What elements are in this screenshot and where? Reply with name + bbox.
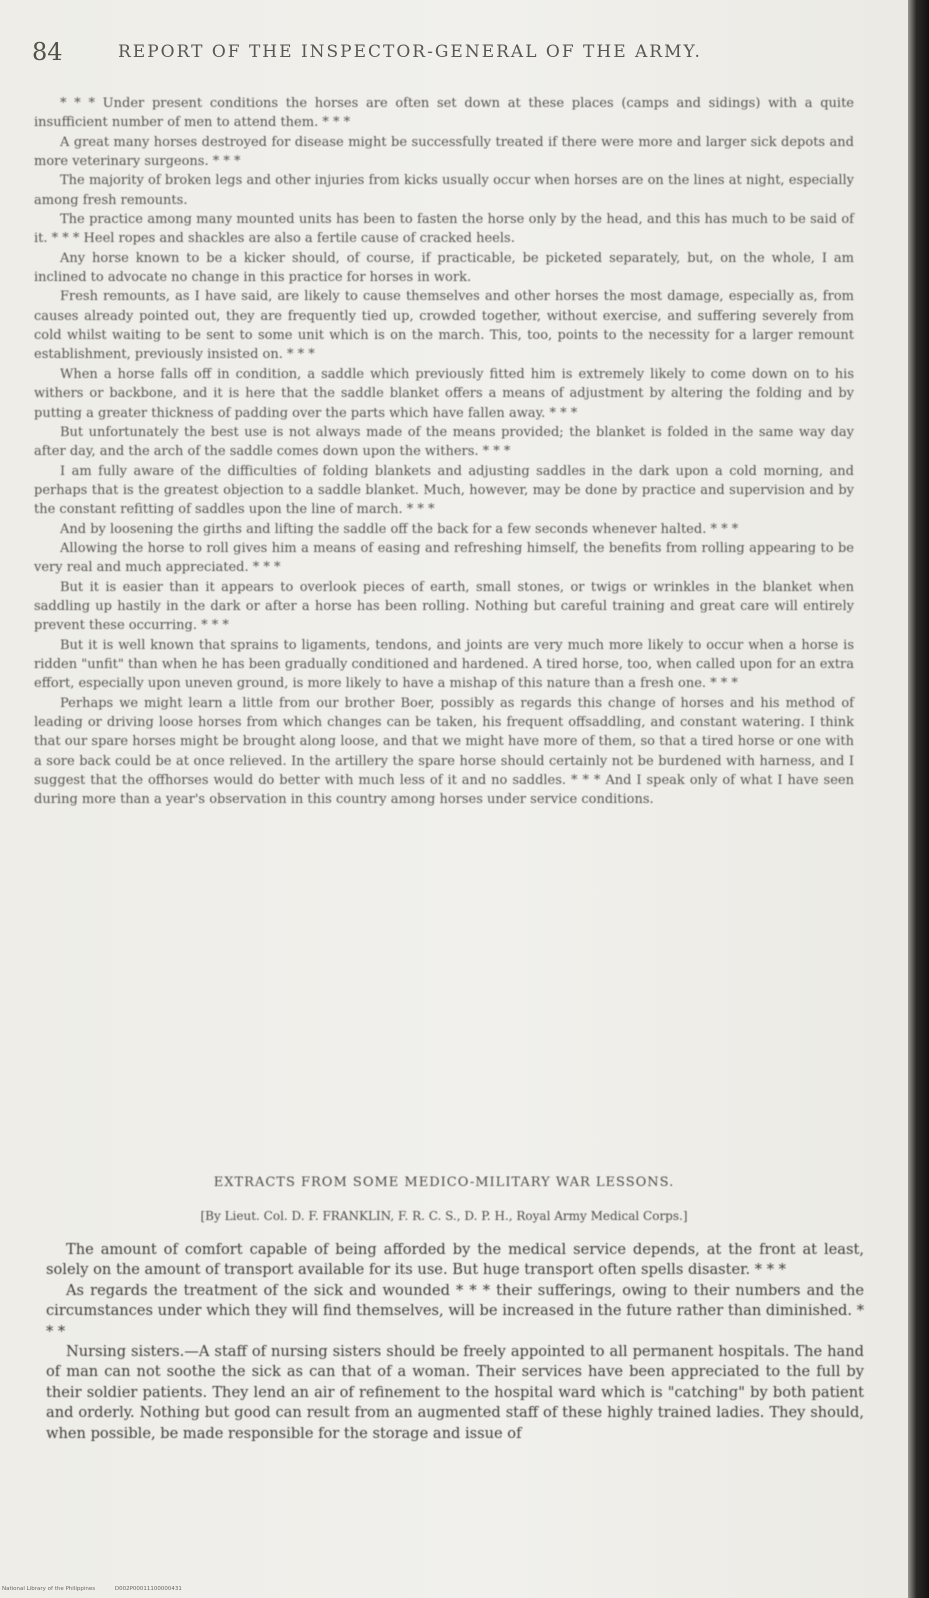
- body-paragraph: But it is well known that sprains to ligaments, tendons, and joints are very much more likely to occur when a horse is ridden "unfit" than when he has been gradually conditioned and hardened. A tired horse, too, when called upon for an extra effort, especially upon uneven ground, is more likely to have a mishap of this nature than a fresh one. * * *: [34, 637, 854, 692]
- section-paragraph: As regards the treatment of the sick and wounded * * * their sufferings, owing to their numbers and the circumstances under which they will find themselves, will be increased in the future rather than diminished. * * *: [46, 1281, 864, 1340]
- scan-footer: [2, 1586, 262, 1598]
- body-paragraph: Perhaps we might learn a little from our brother Boer, possibly as regards this change of horses and his method of leading or driving loose horses from which changes can be taken, his frequent offsaddling, and constant watering. I think that our spare horses might be brought along loose, and that we might have more of them, so that a tired horse or one with a sore back could be at once relieved. In the artillery the spare horse should certainly not be burdened with harness, and I suggest that the offhorses would do better with much less of it and no saddles. * * * And I speak only of what I have seen during more than a year's observation in this country among horses under service conditions.: [34, 695, 854, 808]
- section-byline: [By Lieut. Col. D. F. FRANKLIN, F. R. C. S., D. P. H., Royal Army Medical Corps.]: [200, 1209, 688, 1223]
- body-paragraph: But it is easier than it appears to overlook pieces of earth, small stones, or twigs or wrinkles in the blanket when saddling up hastily in the dark or after a horse has been rolling. Nothing but careful training and great care will entirely prevent these occurring. * * *: [34, 579, 854, 634]
- section-paragraph: Nursing sisters.—A staff of nursing sisters should be freely appointed to all permanent hospitals. The hand of man can not soothe the sick as can that of a woman. Their services have been appreciated to the full by their soldier patients. They lend an air of refinement to the hospital ward which is "catching" by both patient and orderly. Nothing but good can result from an augmented staff of these highly trained ladies. They should, when possible, be made responsible for the storage and issue of: [46, 1343, 864, 1442]
- report-body: [34, 94, 854, 810]
- body-paragraph: A great many horses destroyed for disease might be successfully treated if there were more and larger sick depots and more veterinary surgeons. * * *: [34, 134, 854, 170]
- library-credit: National Library of the Philippines: [2, 1586, 96, 1592]
- body-paragraph: And by loosening the girths and lifting the saddle off the back for a few seconds whenever halted. * * *: [60, 521, 739, 537]
- section-title: EXTRACTS FROM SOME MEDICO-MILITARY WAR LESSONS.: [213, 1175, 675, 1190]
- body-paragraph: When a horse falls off in condition, a saddle which previously fitted him is extremely likely to come down on to his withers or backbone, and it is here that the saddle blanket offers a means of adjustment by altering the folding and by putting a greater thickness of padding over the parts which have fallen away. * * *: [34, 366, 854, 421]
- page-header: [32, 38, 862, 72]
- body-paragraph: Allowing the horse to roll gives him a means of easing and refreshing himself, the benefits from rolling appearing to be very real and much appreciated. * * *: [34, 540, 854, 576]
- body-paragraph: Any horse known to be a kicker should, of course, if practicable, be picketed separately, but, on the whole, I am inclined to advocate no change in this practice for horses in work.: [34, 250, 854, 286]
- body-paragraph: But unfortunately the best use is not always made of the means provided; the blanket is folded in the same way day after day, and the arch of the saddle comes down upon the withers. * * *: [34, 424, 854, 460]
- scan-code: D002P00011100000431: [114, 1586, 182, 1592]
- book-spine-edge: [908, 0, 929, 1598]
- running-head: REPORT OF THE INSPECTOR-GENERAL OF THE ARMY.: [118, 42, 702, 62]
- body-paragraph: Fresh remounts, as I have said, are likely to cause themselves and other horses the most damage, especially as, from causes already pointed out, they are frequently tied up, crowded together, without exercise, and suffering severely from cold whilst waiting to be sent to some unit which is on the march. This, too, points to the necessity for a larger remount establishment, previously insisted on. * * *: [34, 289, 854, 363]
- section-paragraph: The amount of comfort capable of being afforded by the medical service depends, at the front at least, solely on the amount of transport available for its use. But huge transport often spells disaster. * * *: [46, 1241, 864, 1279]
- section-body: [46, 1240, 864, 1444]
- page-number: 84: [32, 38, 63, 66]
- body-paragraph: The majority of broken legs and other injuries from kicks usually occur when horses are on the lines at night, especially among fresh remounts.: [34, 173, 854, 208]
- body-paragraph: I am fully aware of the difficulties of folding blankets and adjusting saddles in the dark upon a cold morning, and perhaps that is the greatest objection to a saddle blanket. Much, however, may be done by practice and supervision and by the constant refitting of saddles upon the line of march. * * *: [34, 463, 854, 518]
- body-paragraph: The practice among many mounted units has been to fasten the horse only by the head, and this has much to be said of it. * * * Heel ropes and shackles are also a fertile cause of cracked heels.: [34, 212, 854, 247]
- body-paragraph: * * * Under present conditions the horses are often set down at these places (camps and sidings) with a quite insufficient number of men to attend them. * * *: [34, 96, 854, 131]
